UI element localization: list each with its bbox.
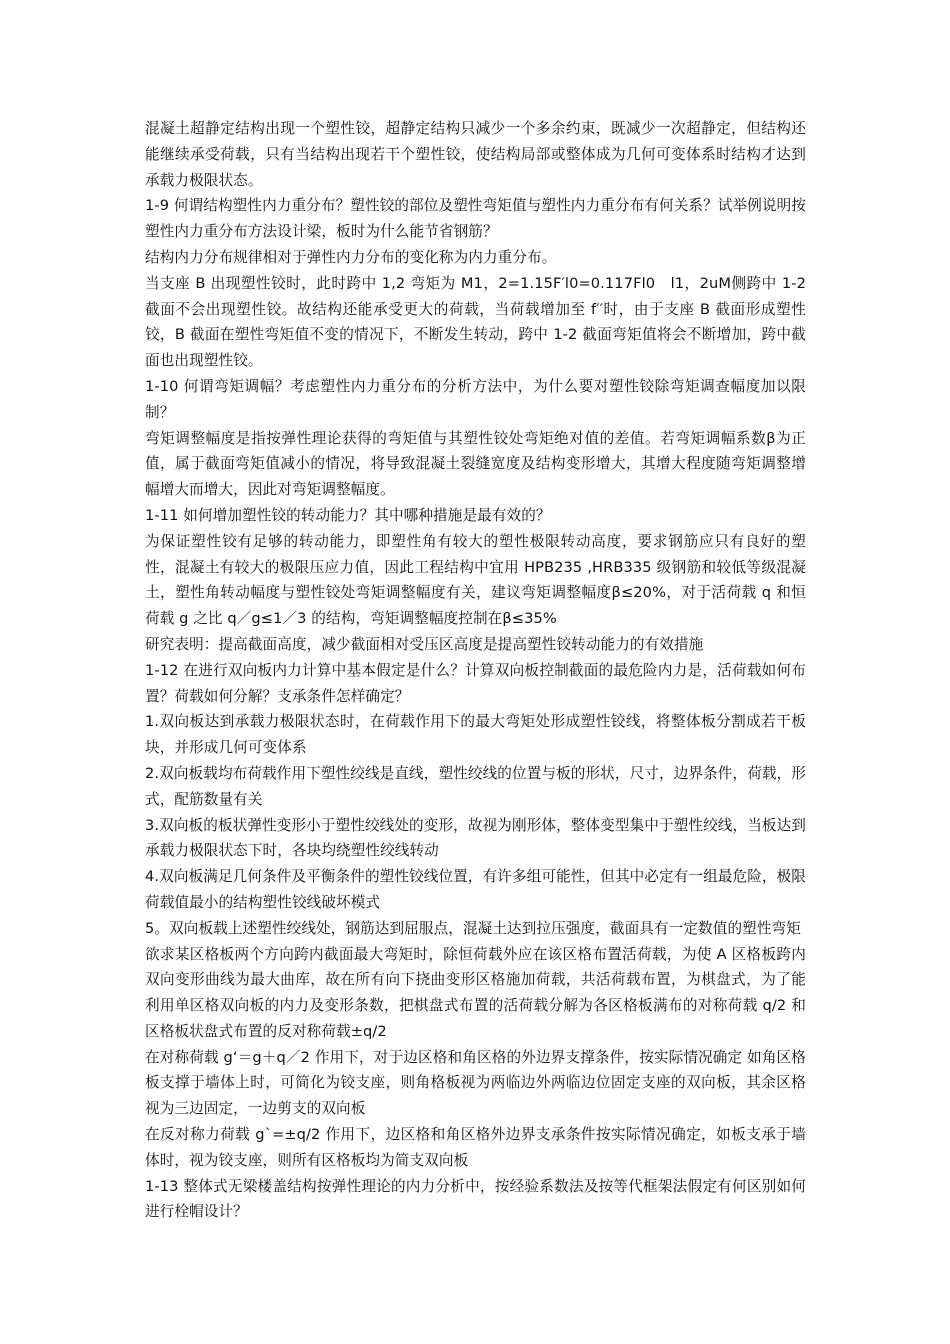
assumption-3: 3.双向板的板状弹性变形小于塑性绞线处的变形，故视为刚形体，整体变型集中于塑性绞线，当板达到承载力极限状态下时，各块均绕塑性绞线转动: [145, 816, 806, 860]
answer-1-9-definition: 结构内力分布规律相对于弹性内力分布的变化称为内力重分布。: [145, 248, 557, 266]
question-1-10: 1-10 何谓弯矩调幅？考虑塑性内力重分布的分析方法中，为什么要对塑性铰除弯矩调查幅度加以限制？: [145, 377, 806, 421]
assumption-4: 4.双向板满足几何条件及平衡条件的塑性铰线位置，有许多组可能性，但其中必定有一组最危险，极限荷载值最小的结构塑性铰线破坏模式: [145, 868, 806, 911]
paragraph-plastic-hinge-intro: 混凝土超静定结构出现一个塑性铰，超静定结构只减少一个多余约束，既减少一次超静定，但结构还能继续承受荷载，只有当结构出现若干个塑性铰，使结构局部或整体成为几何可变体系时结构才达到承载力极限状态。: [145, 120, 806, 189]
question-1-12: 1-12 在进行双向板内力计算中基本假定是什么？计算双向板控制截面的最危险内力是，活荷载如何布置？荷载如何分解？支承条件怎样确定？: [145, 661, 806, 705]
answer-1-11: 为保证塑性铰有足够的转动能力，即塑性角有较大的塑性极限转动高度，要求钢筋应只有良好的塑性，混凝土有较大的极限压应力值，因此工程结构中宜用 HPB235 ,HRB335 级钢筋和较低等级混凝土，塑性角转动幅度与塑性铰处弯矩调整幅度有关，建议弯矩调整幅度β≤20%，对于活荷载 q 和恒荷载 g 之比 q／g≤1／3 的结构，弯矩调整幅度控制在β≤35%: [145, 532, 806, 628]
live-load-arrangement: 欲求某区格板两个方向跨内截面最大弯矩时，除恒荷载外应在该区格布置活荷载，为使 A 区格板跨内双向变形曲线为最大曲库，故在所有向下挠曲变形区格施加荷载，共活荷载布置，为棋盘式，为了能利用单区格双向板的内力及变形条数，把棋盘式布置的活荷载分解为各区格板满布的对称荷载 q/2 和区格板状盘式布置的反对称荷载±q/2: [145, 945, 806, 1040]
assumption-5: 5。双向板载上述塑性绞线处，钢筋达到屈服点，混凝土达到拉压强度，截面具有一定数值的塑性弯矩: [145, 919, 801, 937]
assumption-2: 2.双向板载均布荷载作用下塑性绞线是直线，塑性绞线的位置与板的形状，尺寸，边界条件，荷载，形式，配筋数量有关: [145, 764, 806, 808]
assumption-1: 1.双向板达到承载力极限状态时，在荷载作用下的最大弯矩处形成塑性铰线，将整体板分割成若干板块，并形成几何可变体系: [145, 713, 806, 757]
answer-1-9-example: 当支座 B 出现塑性铰时，此时跨中 1,2 弯矩为 M1，2=1.15F′l0=0.117Fl0 l1，2uM侧跨中 1-2 截面不会出现塑性铰。故结构还能承受更大的荷载，当荷载增加至 f′′时，由于支座 B 截面形成塑性铰，B 截面在塑性弯矩值不变的情况下，不断发生转动，跨中 1-2 截面弯矩值将会不断增加，跨中截面也出现塑性铰。: [145, 274, 806, 370]
question-1-11: 1-11 如何增加塑性铰的转动能力？其中哪种措施是最有效的？: [145, 506, 551, 524]
symmetric-load: 在对称荷载 g‘＝g＋q／2 作用下，对于边区格和角区格的外边界支撑条件，按实际情况确定 如角区格板支撑于墙体上时，可简化为铰支座，则角格板视为两临边外两临边位固定支座的双向板，其余区格视为三边固定，一边剪支的双向板: [145, 1048, 806, 1118]
antisymmetric-load: 在反对称力荷载 g`=±q/2 作用下，边区格和角区格外边界支承条件按实际情况确定，如板支承于墙体时，视为铰支座，则所有区格板均为简支双向板: [145, 1126, 806, 1169]
document-body: [145, 116, 806, 1225]
question-1-13: 1-13 整体式无梁楼盖结构按弹性理论的内力分析中，按经验系数法及按等代框架法假定有何区别如何进行栓帽设计？: [145, 1177, 806, 1221]
answer-1-11-research: 研究表明：提高截面高度，减少截面相对受压区高度是提高塑性铰转动能力的有效措施: [145, 635, 704, 653]
answer-1-10: 弯矩调整幅度是指按弹性理论获得的弯矩值与其塑性铰处弯矩绝对值的差值。若弯矩调幅系数β为正值，属于截面弯矩值减小的情况，将导致混凝土裂缝宽度及结构变形增大，其增大程度随弯矩调整增幅增大而增大，因此对弯矩调整幅度。: [145, 429, 806, 499]
question-1-9: 1-9 何谓结构塑性内力重分布？塑性铰的部位及塑性弯矩值与塑性内力重分布有何关系？试举例说明按塑性内力重分布方法设计梁，板时为什么能节省钢筋？: [145, 197, 806, 241]
